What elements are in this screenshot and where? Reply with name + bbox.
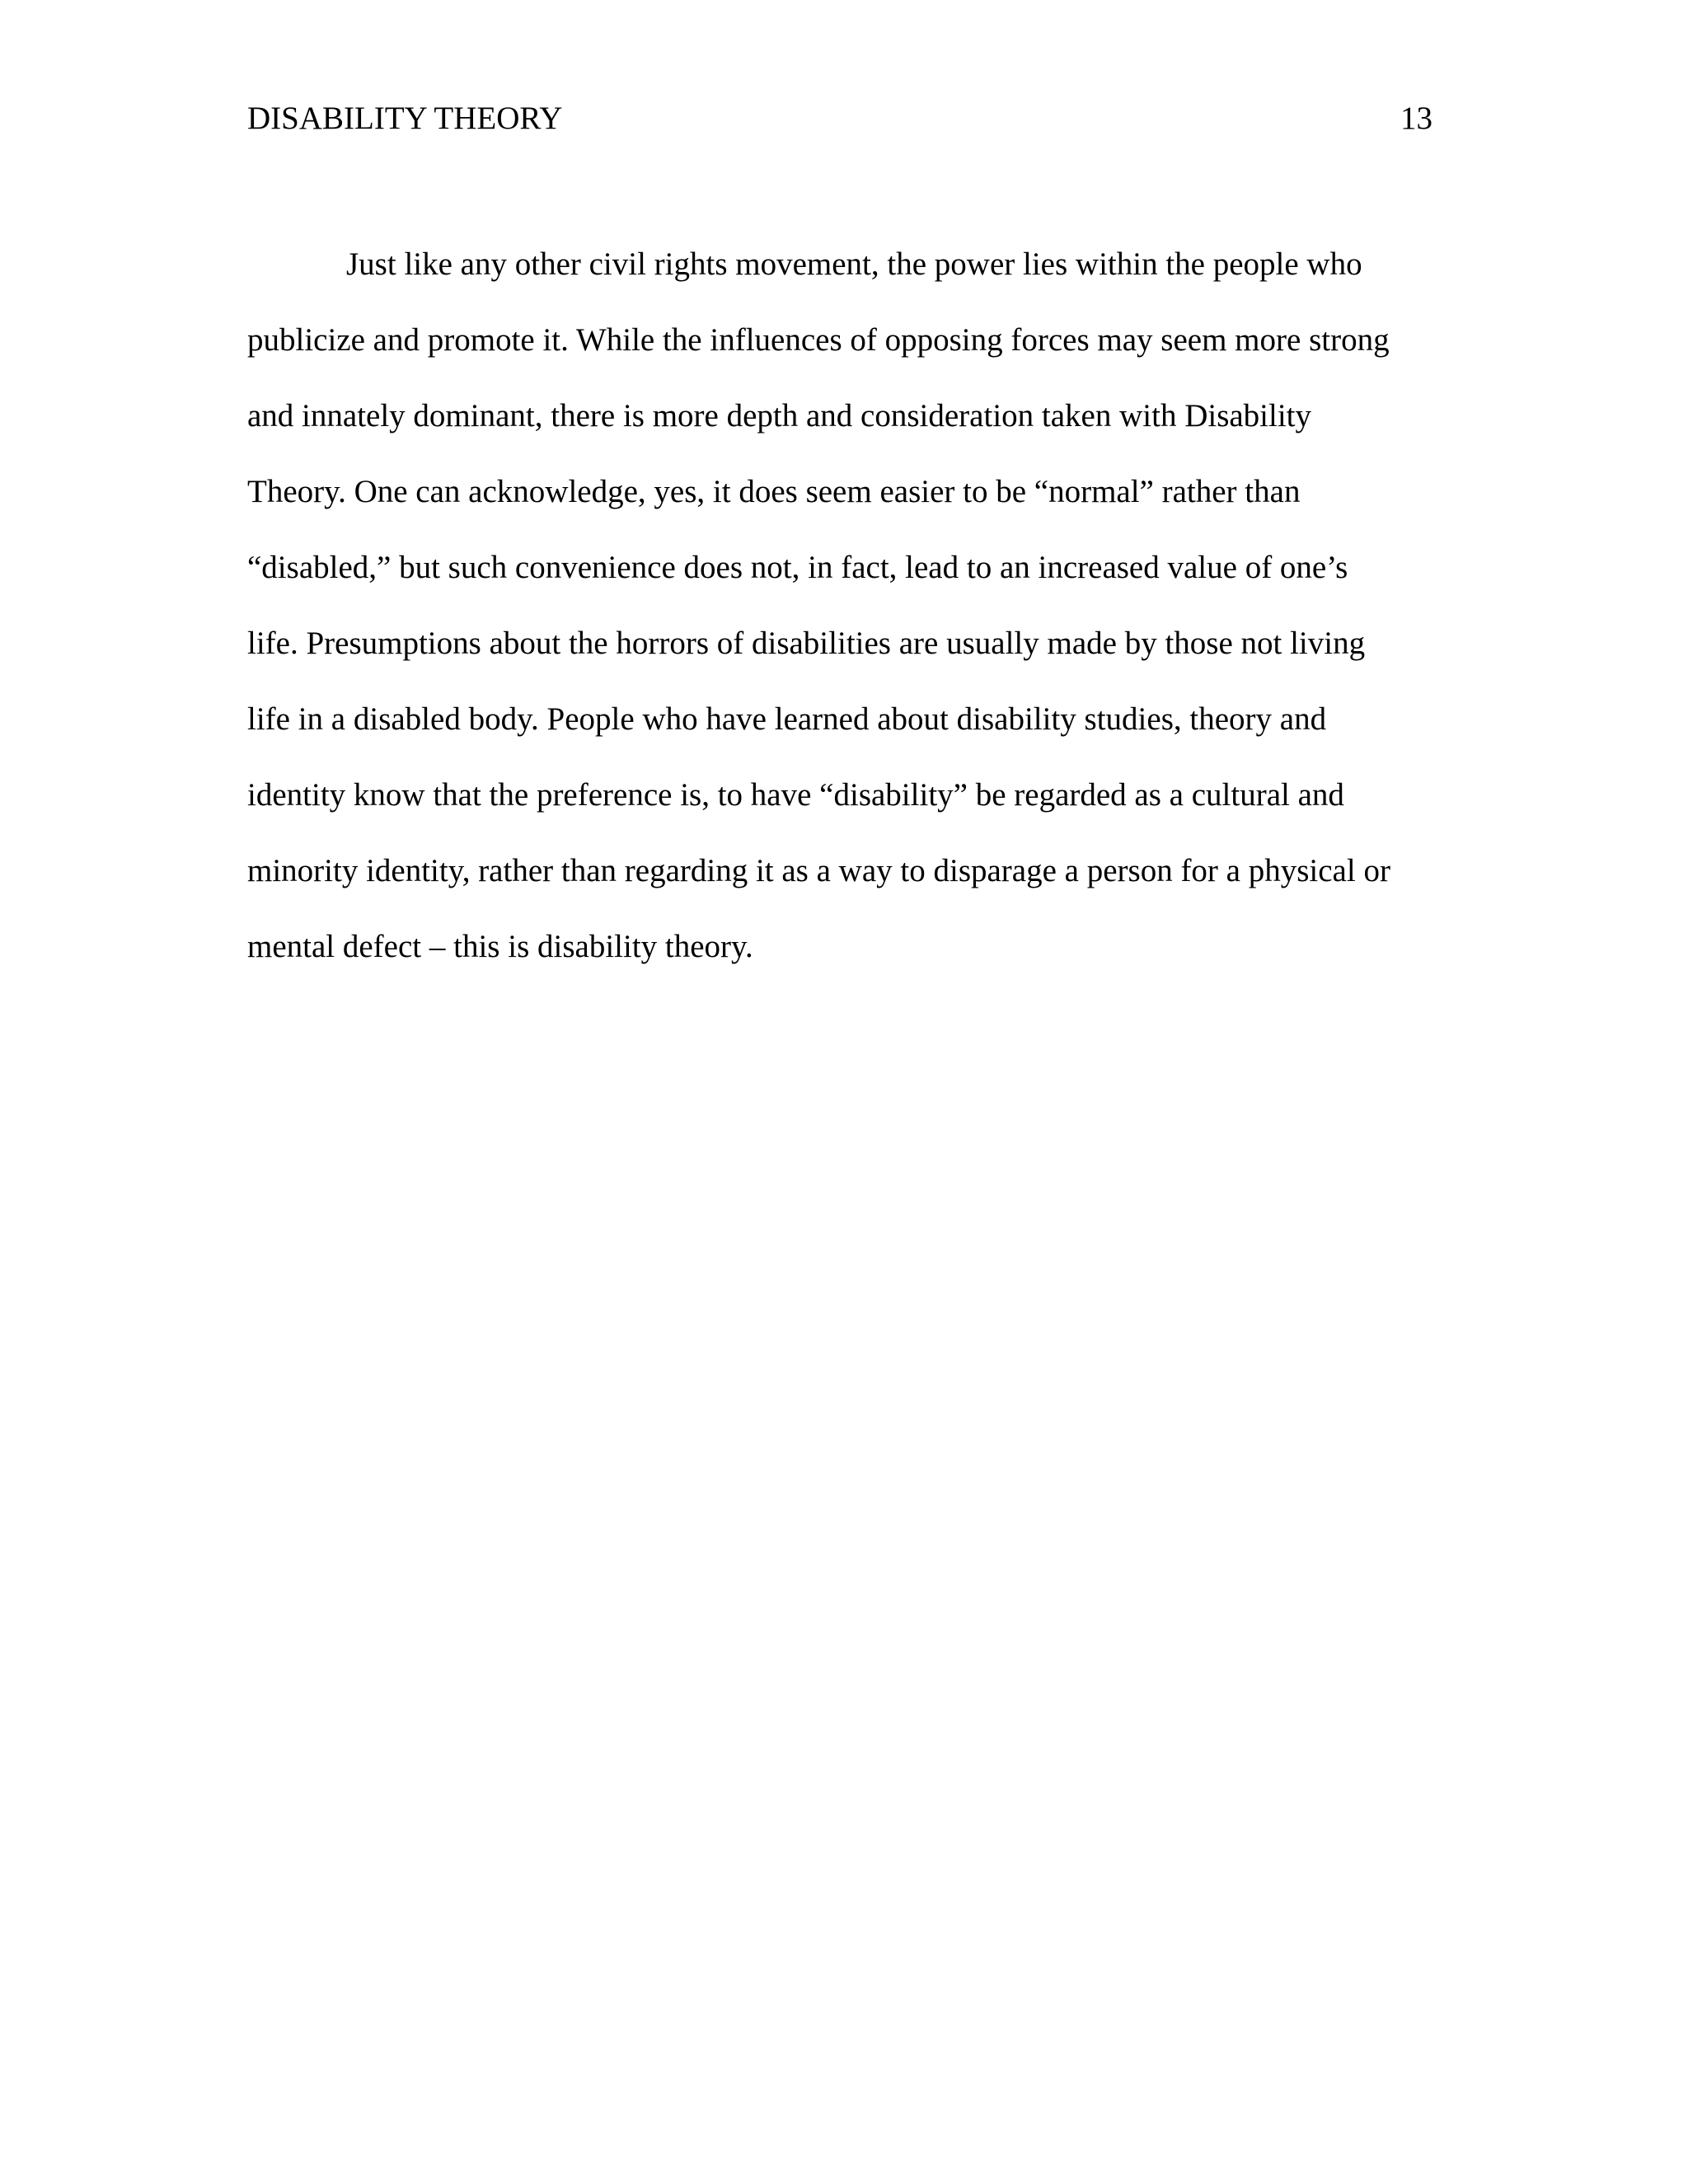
page-number: 13 — [1400, 101, 1432, 136]
paragraph-line-8: identity know that the preference is, to have “disability” be regarded as a cultural and — [247, 777, 1344, 813]
paragraph-line-5: “disabled,” but such convenience does not, in fact, lead to an increased value of one’s — [247, 550, 1348, 585]
running-head: DISABILITY THEORY — [247, 101, 563, 136]
paragraph-line-6: life. Presumptions about the horrors of disabilities are usually made by those not living — [247, 626, 1366, 661]
paragraph-line-2: publicize and promote it. While the influences of opposing forces may seem more strong — [247, 322, 1390, 358]
paragraph-line-10: mental defect – this is disability theory. — [247, 929, 753, 964]
paragraph-line-3: and innately dominant, there is more depth and consideration taken with Disability — [247, 398, 1312, 434]
page-header — [247, 97, 1432, 140]
paragraph-line-1: Just like any other civil rights movement, the power lies within the people who — [346, 246, 1362, 282]
paragraph-line-4: Theory. One can acknowledge, yes, it does seem easier to be “normal” rather than — [247, 474, 1301, 509]
paragraph-line-7: life in a disabled body. People who have learned about disability studies, theory and — [247, 701, 1327, 737]
paragraph-line-9: minority identity, rather than regarding it as a way to disparage a person for a physical or — [247, 853, 1390, 888]
